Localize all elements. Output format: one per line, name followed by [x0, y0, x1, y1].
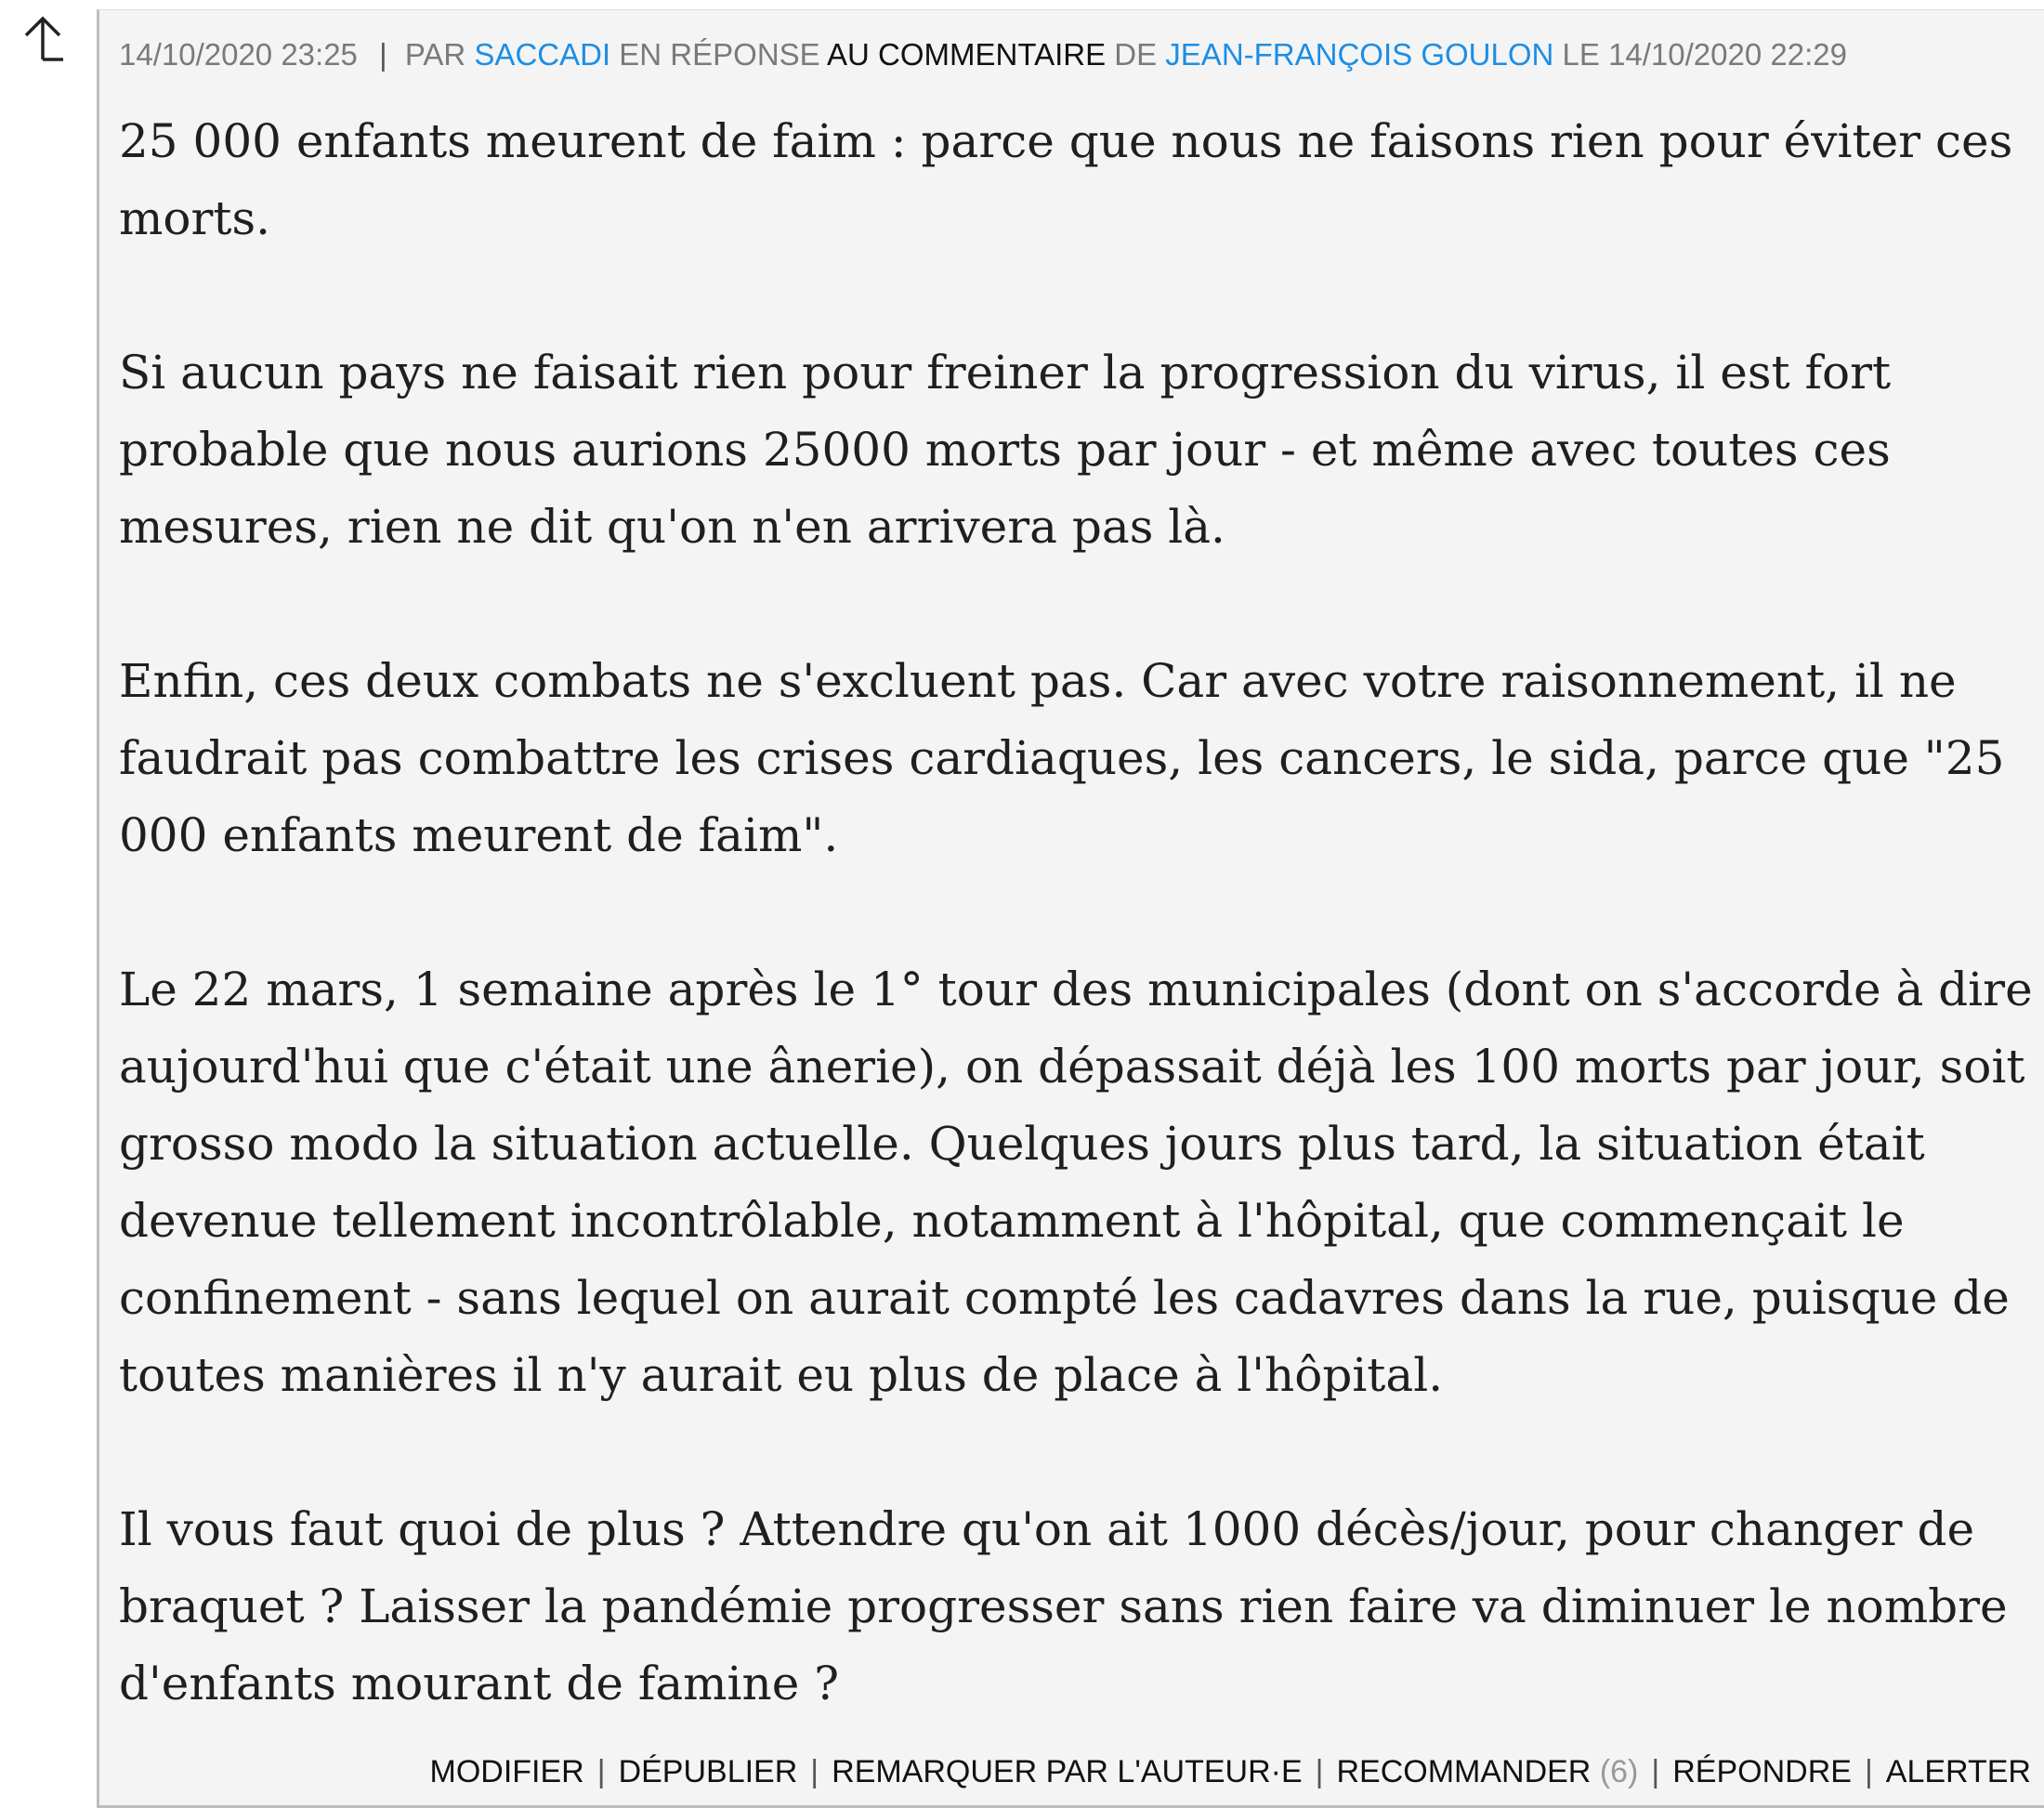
replied-timestamp: 14/10/2020 22:29: [1608, 37, 1847, 72]
in-reply-label: EN RÉPONSE: [619, 37, 820, 72]
comment-paragraph: 25 000 enfants meurent de faim : parce que nous ne faisons rien pour éviter ces morts.: [119, 114, 2013, 245]
author-link[interactable]: SACCADI: [474, 37, 611, 72]
modify-button[interactable]: MODIFIER: [429, 1754, 584, 1789]
replied-comment-link[interactable]: AU COMMENTAIRE: [827, 37, 1107, 72]
by-label: PAR: [404, 37, 466, 72]
comment-paragraph: Il vous faut quoi de plus ? Attendre qu'on ait 1000 décès/jour, pour changer de braquet ? Laisser la pandémie progresser sans rien faire va diminuer le nombre d'enfants mourant de famine ?: [119, 1502, 2008, 1710]
unpublish-button[interactable]: DÉPUBLIER: [618, 1754, 798, 1789]
comment-paragraph: Le 22 mars, 1 semaine après le 1° tour des municipales (dont on s'accorde à dire aujourd'hui que c'était une ânerie), on dépassait déjà les 100 morts par jour, soit grosso modo la situation actuelle. Quelques jours plus tard, la situation était devenue tellement incontrôlable, notamment à l'hôpital, que commençait le confinement - sans lequel on aurait compté les cadavres dans la rue, puisque de toutes manières il n'y aurait eu plus de place à l'hôpital.: [119, 963, 2033, 1402]
comment-paragraph: Si aucun pays ne faisait rien pour freiner la progression du virus, il est fort probable que nous aurions 25000 morts par jour - et même avec toutes ces mesures, rien ne dit qu'on n'en arrivera pas là.: [119, 346, 1892, 554]
report-button[interactable]: ALERTER: [1885, 1754, 2031, 1789]
action-separator: |: [1651, 1754, 1660, 1789]
comment-paragraph: Enfin, ces deux combats ne s'excluent pas. Car avec votre raisonnement, il ne faudrait pas combattre les crises cardiaques, les cancers, le sida, parce que "25 000 enfants meurent de faim".: [119, 654, 2005, 862]
comment-actions: [430, 1749, 2032, 1794]
reply-arrow-icon: [20, 13, 65, 65]
action-separator: |: [1864, 1754, 1873, 1789]
meta-separator: |: [379, 37, 387, 72]
comment-timestamp: 14/10/2020 23:25: [119, 37, 358, 72]
action-separator: |: [1315, 1754, 1324, 1789]
recommend-button[interactable]: [1336, 1754, 1638, 1789]
of-label: DE: [1114, 37, 1158, 72]
recommend-count: (6): [1599, 1754, 1639, 1789]
comment-card: [97, 9, 2044, 1808]
action-separator: |: [596, 1754, 606, 1789]
comment-meta: [119, 33, 1847, 77]
recommend-label: RECOMMANDER: [1336, 1754, 1592, 1789]
replied-author-link[interactable]: JEAN-FRANÇOIS GOULON: [1165, 37, 1554, 72]
comment-body: [119, 103, 2033, 1723]
highlight-button[interactable]: REMARQUER PAR L'AUTEUR·E: [832, 1754, 1303, 1789]
reply-button[interactable]: RÉPONDRE: [1672, 1754, 1852, 1789]
action-separator: |: [810, 1754, 819, 1789]
on-label: LE: [1562, 37, 1600, 72]
